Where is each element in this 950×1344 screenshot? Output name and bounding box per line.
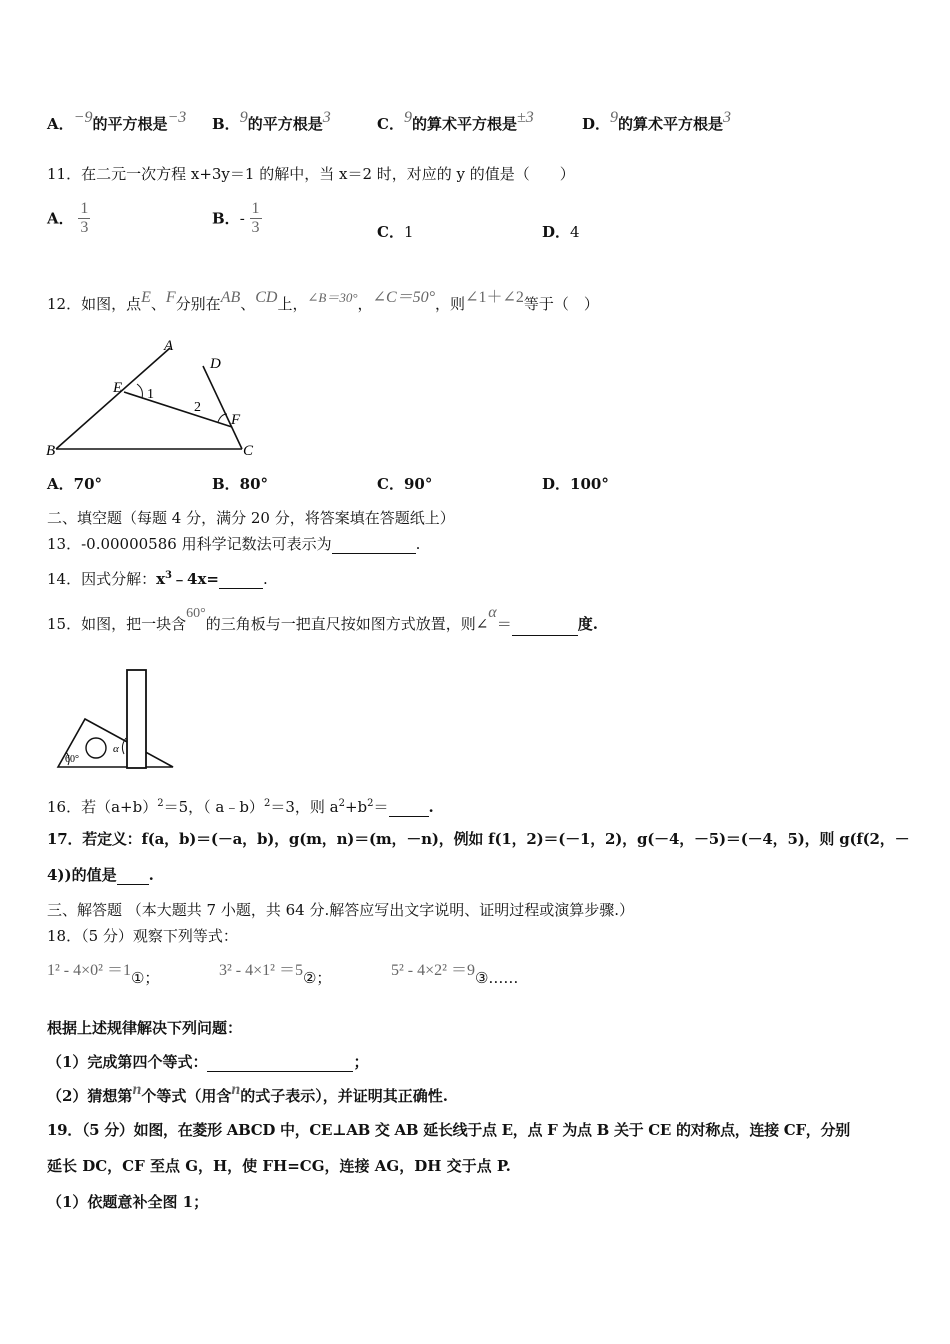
q12-option-a: A．70°	[47, 475, 103, 493]
label-60: 60°	[65, 754, 79, 765]
q12-option-d: D．100°	[542, 475, 609, 493]
q11-option-a: A． $\frac{1}{3}$	[47, 200, 89, 236]
q19-line-1: 19．（5 分）如图，在菱形 ABCD 中，CE⊥AB 交 AB 延长线于点 E，点 F 为点 B 关于 CE 的对称点，连接 CF，分别	[47, 1121, 850, 1139]
q12-option-b: B．80°	[212, 475, 269, 493]
q10-option-a: A．−9的平方根是−3	[47, 109, 187, 133]
section-3-title: 三、解答题 （本大题共 7 小题，共 64 分.解答应写出文字说明、证明过程或演算步骤.）	[47, 901, 635, 919]
q11-option-d: D．4	[542, 223, 580, 241]
q18-eq1: 1² - 4×0² ＝1①；	[47, 962, 160, 987]
q18-sub-1: （1）完成第四个等式： ；	[47, 1053, 369, 1071]
q10-option-c: C．9的算术平方根是±3	[377, 109, 534, 133]
straight-ruler	[127, 670, 146, 768]
label-C: C	[243, 443, 254, 459]
q11-option-b: B．- $\frac{1}{3}$	[212, 200, 260, 236]
q13: 13．-0.00000586 用科学记数法可表示为 .	[47, 535, 421, 553]
q11-stem: 11．在二元一次方程 x+3y＝1 的解中，当 x＝2 时，对应的 y 的值是（ ）	[47, 165, 575, 183]
q15-figure	[52, 666, 177, 772]
label-F: F	[231, 412, 241, 428]
q17-line-1: 17．若定义：f(a，b)＝(－a，b)，g(m，n)＝(m，－n)，例如 f(1，2)＝(－1，2)，g(－4，－5)＝(－4，5)，则 g(f(2，－	[47, 830, 910, 848]
q10-option-d: D．9的算术平方根是3	[582, 109, 732, 133]
q19-line-2: 延长 DC，CF 至点 G，H，使 FH=CG，连接 AG，DH 交于点 P.	[47, 1157, 511, 1175]
label-B: B	[46, 443, 56, 459]
label-1: 1	[147, 387, 154, 402]
q12-option-c: C．90°	[377, 475, 433, 493]
q18-eq3: 5² - 4×2² ＝9③……	[391, 962, 519, 987]
q14: 14．因式分解：$x^3﹣4x=$ .	[47, 570, 268, 588]
triangle-hole	[86, 738, 106, 758]
q11-option-c: C．1	[377, 223, 414, 241]
label-D: D	[210, 356, 221, 372]
q18-sub-2: （2）猜想第n个等式（用含n的式子表示），并证明其正确性.	[47, 1081, 449, 1105]
label-E: E	[113, 380, 123, 396]
label-A: A	[164, 338, 174, 354]
q12-figure	[40, 336, 270, 464]
q15: 15．如图，把一块含60°的三角板与一把直尺按如图方式放置，则∠α＝ 度.	[47, 614, 598, 636]
q18-intro: 根据上述规律解决下列问题：	[47, 1019, 243, 1037]
q19-sub-1: （1）依题意补全图 1；	[47, 1193, 209, 1211]
q12-stem: 12．如图，点E、F分别在AB、CD上，∠B＝30°，∠C＝50°，则∠1＋∠2等于（ ）	[47, 289, 599, 313]
q18-eq2: 3² - 4×1² ＝5②；	[219, 962, 332, 987]
label-alpha: α	[113, 743, 119, 755]
q17-line-2: 4))的值是 .	[47, 866, 154, 884]
line-ef	[124, 392, 232, 427]
line-dc	[203, 366, 242, 449]
q16: 16．若$(a+b)^2=5$，（ a﹣b）$^2$＝3，则 $a^2+b^2=$ .	[47, 798, 434, 816]
q10-option-b: B．9的平方根是3	[212, 109, 331, 133]
label-2: 2	[194, 400, 201, 415]
q18-head: 18．（5 分）观察下列等式：	[47, 927, 238, 945]
section-2-title: 二、填空题（每题 4 分，满分 20 分，将答案填在答题纸上）	[47, 509, 455, 527]
